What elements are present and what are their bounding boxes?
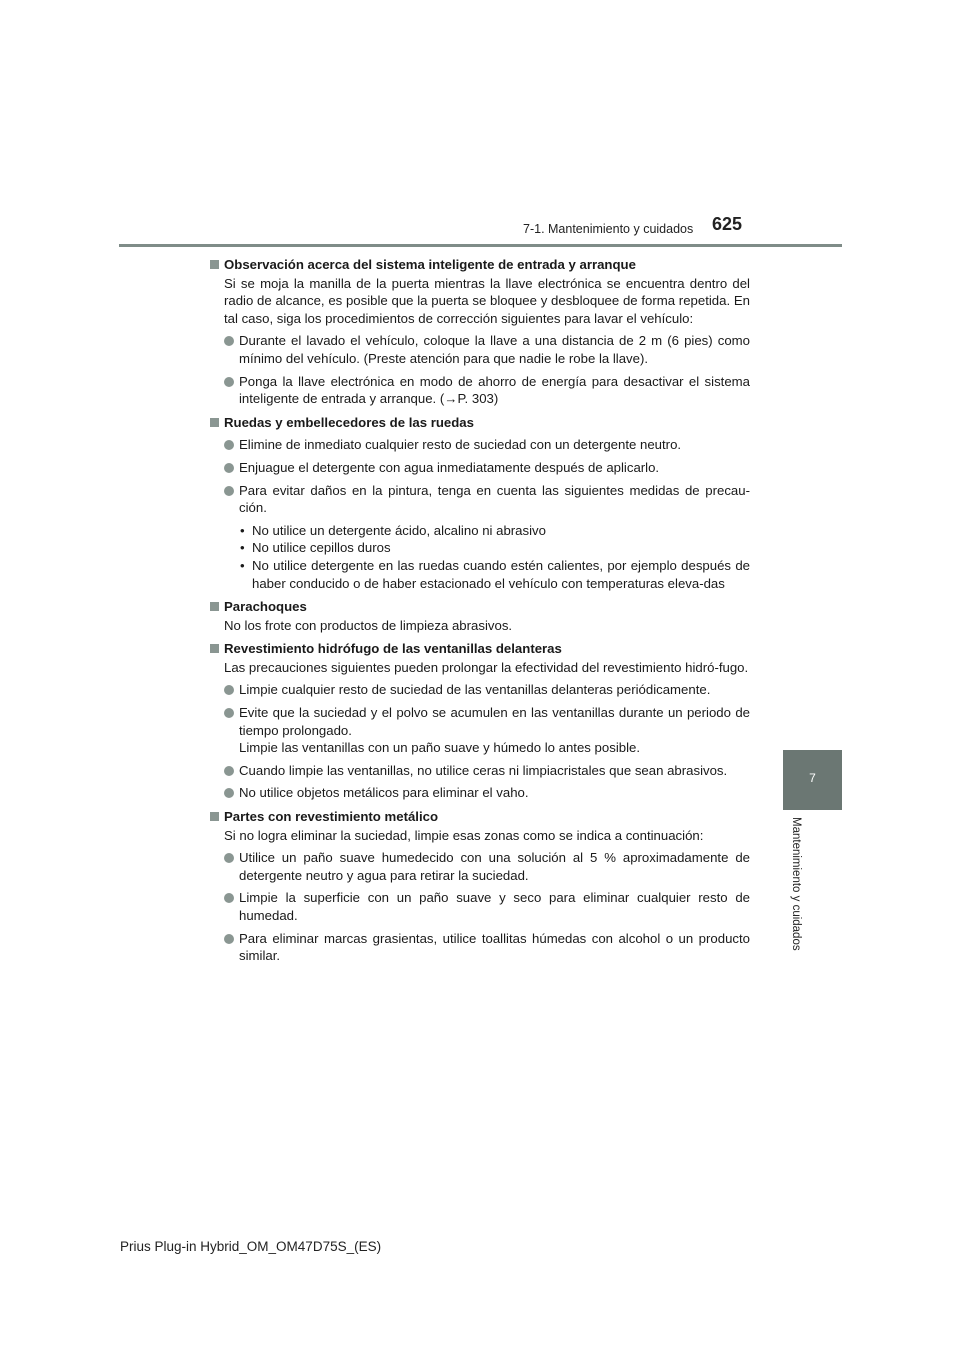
- list-item: Para eliminar marcas grasientas, utilice toallitas húmedas con alcohol o un producto similar.: [209, 930, 750, 965]
- list-item: Para evitar daños en la pintura, tenga en cuenta las siguientes medidas de precau-ción.: [209, 482, 750, 517]
- chapter-tab: [783, 750, 842, 810]
- circle-bullet-icon: [224, 486, 234, 496]
- section-paragraph: No los frote con productos de limpieza abrasivos.: [224, 617, 513, 633]
- square-bullet-icon: [210, 260, 219, 269]
- list-item: Limpie la superficie con un paño suave y seco para eliminar cualquier resto de humedad.: [209, 889, 750, 924]
- square-bullet-icon: [210, 812, 219, 821]
- small-dot-icon: •: [240, 557, 245, 573]
- list-item: Ponga la llave electrónica en modo de ahorro de energía para desactivar el sistema inteligente de entrada y arranque. (→P. 303): [209, 373, 750, 408]
- circle-bullet-icon: [224, 685, 234, 695]
- list-item: Durante el lavado el vehículo, coloque la llave a una distancia de 2 m (6 pies) como mínimo del vehículo. (Preste atención para que nadie le robe la llave).: [209, 332, 750, 367]
- footer-document-id: Prius Plug-in Hybrid_OM_OM47D75S_(ES): [120, 1239, 382, 1254]
- section-heading: Observación acerca del sistema inteligente de entrada y arranque: [209, 256, 750, 274]
- circle-bullet-icon: [224, 377, 234, 387]
- section-paragraph: Si se moja la manilla de la puerta mientras la llave electrónica se encuentra dentro del radio de alcance, es posible que la puerta se bloquee y desbloquee de forma repetida. En tal caso, siga los procedimientos de corrección siguientes para lavar el vehículo:: [224, 275, 750, 326]
- square-bullet-icon: [210, 644, 219, 653]
- circle-bullet-icon: [224, 766, 234, 776]
- small-dot-icon: •: [240, 540, 245, 556]
- list-item: Elimine de inmediato cualquier resto de suciedad con un detergente neutro.: [209, 436, 750, 454]
- list-item: Utilice un paño suave humedecido con una solución al 5 % aproximadamente de detergente neutro y agua para retirar la suciedad.: [209, 849, 750, 884]
- sub-list-item: • No utilice un detergente ácido, alcalino ni abrasivo: [240, 522, 546, 538]
- sub-list-item: • No utilice cepillos duros: [240, 540, 391, 556]
- list-item: No utilice objetos metálicos para eliminar el vaho.: [209, 784, 750, 802]
- list-item: Enjuague el detergente con agua inmediatamente después de aplicarlo.: [209, 459, 750, 477]
- circle-bullet-icon: [224, 463, 234, 473]
- circle-bullet-icon: [224, 708, 234, 718]
- list-item: Evite que la suciedad y el polvo se acumulen en las ventanillas durante un periodo de tiempo prolongado. Limpie las ventanillas con un paño suave y húmedo lo antes posible.: [209, 704, 750, 757]
- circle-bullet-icon: [224, 788, 234, 798]
- main-content: [209, 256, 750, 965]
- circle-bullet-icon: [224, 934, 234, 944]
- header-section-title: 7-1. Mantenimiento y cuidados: [523, 222, 694, 236]
- chapter-tab-label: Mantenimiento y cuidados: [790, 817, 802, 951]
- chapter-tab-number: 7: [809, 771, 816, 785]
- small-dot-icon: •: [240, 522, 245, 538]
- section-heading: Partes con revestimiento metálico: [209, 808, 750, 826]
- section-heading: Revestimiento hidrófugo de las ventanillas delanteras: [209, 640, 750, 658]
- section-heading: Parachoques: [209, 598, 750, 616]
- section-paragraph: Si no logra eliminar la suciedad, limpie esas zonas como se indica a continuación:: [224, 827, 704, 843]
- list-item: Cuando limpie las ventanillas, no utilice ceras ni limpiacristales que sean abrasivos.: [209, 762, 750, 780]
- list-item: Limpie cualquier resto de suciedad de las ventanillas delanteras periódicamente.: [209, 681, 750, 699]
- circle-bullet-icon: [224, 336, 234, 346]
- section-paragraph: Las precauciones siguientes pueden prolongar la efectividad del revestimiento hidró-fugo.: [224, 659, 749, 675]
- circle-bullet-icon: [224, 853, 234, 863]
- sub-list-item: • No utilice detergente en las ruedas cuando estén calientes, por ejemplo después de haber conducido o de haber estacionado el vehículo con temperaturas eleva-das: [240, 557, 750, 591]
- page-number: 625: [712, 214, 743, 234]
- circle-bullet-icon: [224, 893, 234, 903]
- square-bullet-icon: [210, 602, 219, 611]
- section-heading: Ruedas y embellecedores de las ruedas: [209, 414, 750, 432]
- circle-bullet-icon: [224, 440, 234, 450]
- header-rule: [119, 244, 842, 247]
- square-bullet-icon: [210, 418, 219, 427]
